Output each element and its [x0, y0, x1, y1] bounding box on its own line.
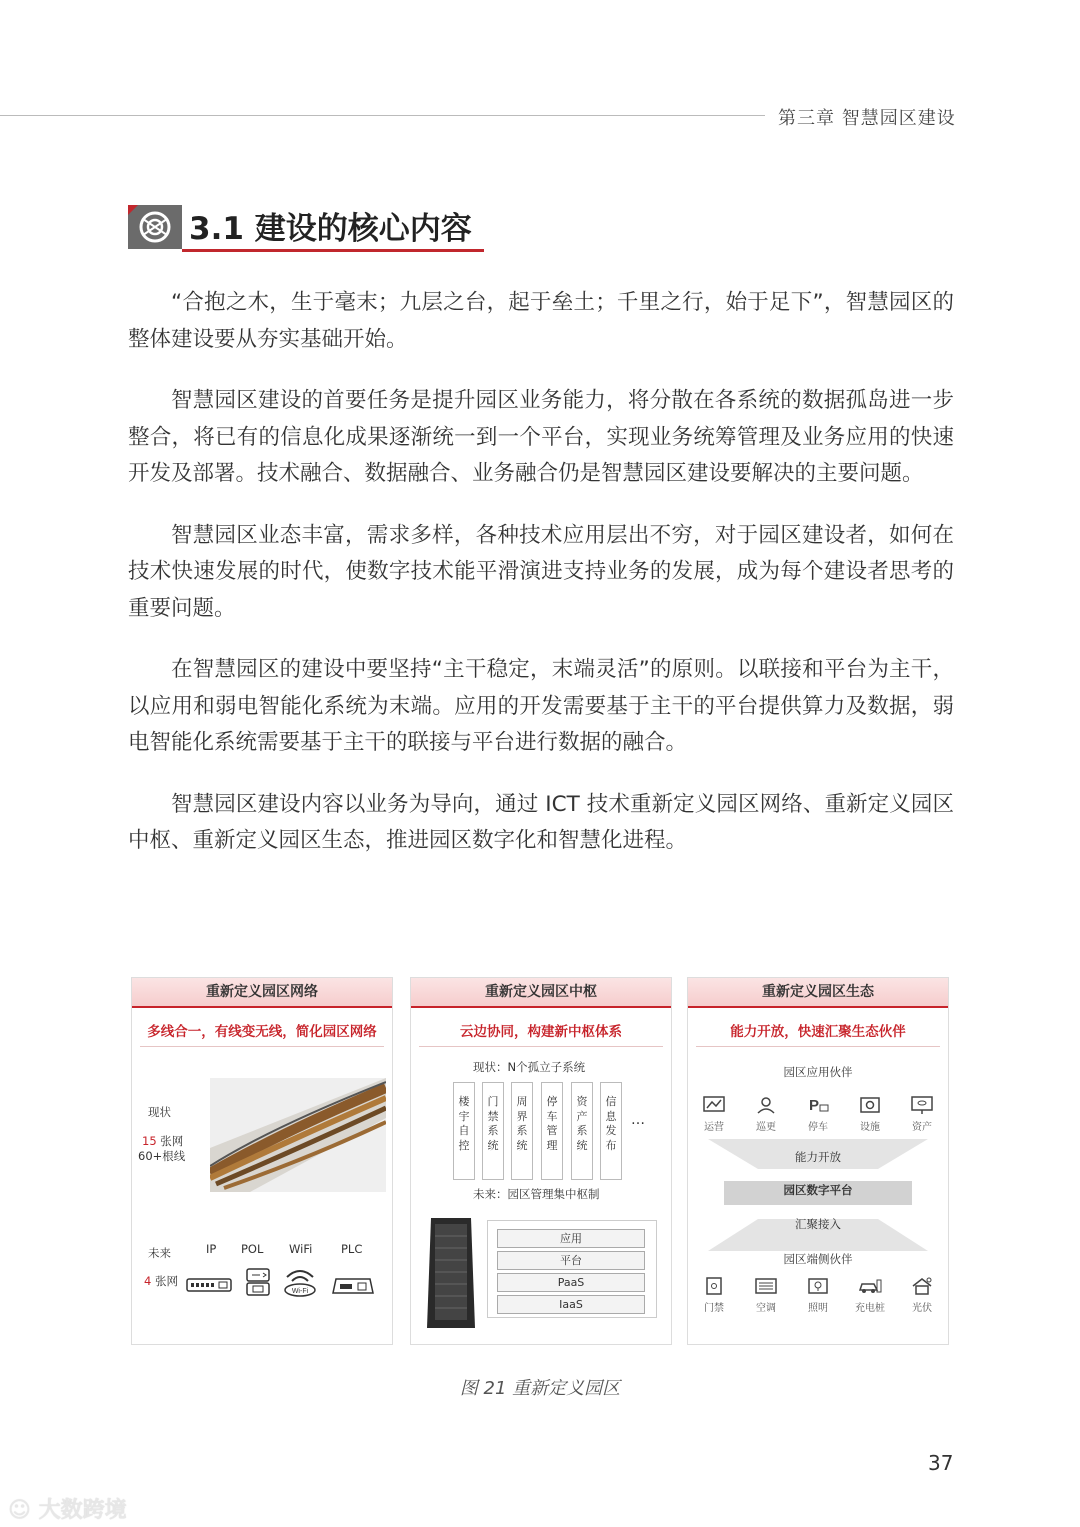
- paragraph: 智慧园区建设的首要任务是提升园区业务能力，将分散在各系统的数据孤岛进一步整合，将已有的信息化成果逐渐统一到一个平台，实现业务统筹管理及业务应用的快速开发及部署。技术融合、数据融合、业务融合仍是智慧园区建设要解决的主要问题。: [128, 388, 954, 486]
- app-icons-row: [688, 1095, 948, 1133]
- type-ip: IP: [206, 1242, 217, 1256]
- svg-text:P: P: [809, 1097, 820, 1114]
- patrol-icon: [749, 1095, 783, 1133]
- page-number: 37: [928, 1451, 954, 1475]
- icon-label: 照明: [808, 1303, 828, 1314]
- icon-label: 停车: [808, 1122, 828, 1133]
- future-count-unit: 张网: [154, 1274, 178, 1288]
- system-column: 周界系统: [511, 1082, 533, 1180]
- system-column: 停车管理: [541, 1082, 563, 1180]
- now-count-unit: 张网: [160, 1134, 184, 1148]
- lighting-icon: [801, 1276, 835, 1314]
- svg-text:Wi-Fi: Wi-Fi: [291, 1288, 309, 1295]
- paragraph: 在智慧园区的建设中要坚持“主干稳定，末端灵活”的原则。以联接和平台为主干，以应用和弱电智能化系统为末端。应用的开发需要基于主干的平台提供算力及数据，弱电智能化系统需要基于主干的联接与平台进行数据的融合。: [128, 657, 954, 755]
- layer-platform: 平台: [497, 1251, 645, 1270]
- now-label: 现状: [148, 1105, 171, 1119]
- now-count-number: 15: [142, 1134, 157, 1148]
- icon-label: 门禁: [704, 1303, 724, 1314]
- panel-subtitle: 多线合一，有线变无线，简化园区网络: [147, 1024, 377, 1040]
- panel-title: 重新定义园区生态: [688, 978, 948, 1008]
- type-plc: PLC: [341, 1242, 363, 1256]
- parking-icon: [801, 1095, 835, 1133]
- icon-label: 空调: [756, 1303, 776, 1314]
- now-lines: 60+根线: [138, 1149, 186, 1163]
- divider: [419, 1046, 663, 1047]
- capability-open: 能力开放: [795, 1150, 841, 1164]
- digital-platform: 园区数字平台: [783, 1183, 853, 1197]
- divider: [140, 1046, 384, 1047]
- section-underline: [182, 249, 484, 252]
- hub-now-text: 现状：N个孤立子系统: [473, 1060, 586, 1074]
- system-column: 门禁系统: [482, 1082, 504, 1180]
- pol-onu-icon: [244, 1267, 272, 1297]
- future-count-number: 4: [144, 1274, 152, 1288]
- panel-subtitle: 能力开放，快速汇聚生态伙伴: [730, 1024, 906, 1040]
- edge-partners-label: 园区端侧伙伴: [783, 1252, 853, 1266]
- type-pol: POL: [241, 1242, 264, 1256]
- panel-hub: [410, 977, 672, 1345]
- wifi-ap-icon: [282, 1265, 318, 1297]
- panel-title: 重新定义园区中枢: [411, 978, 671, 1008]
- panel-title: 重新定义园区网络: [132, 978, 392, 1008]
- plc-modem-icon: [332, 1273, 374, 1297]
- photovoltaic-icon: [905, 1276, 939, 1314]
- access-control-icon: [697, 1276, 731, 1314]
- section-title: 3.1 建设的核心内容: [189, 211, 472, 247]
- aggregation-access: 汇聚接入: [795, 1217, 841, 1231]
- watermark-text: 大数跨境: [38, 1498, 127, 1523]
- icon-label: 资产: [912, 1122, 932, 1133]
- icon-label: 充电桩: [855, 1303, 885, 1314]
- icon-label: 巡更: [756, 1122, 776, 1133]
- cable-tray-photo: [210, 1078, 386, 1192]
- asset-icon: [905, 1095, 939, 1133]
- divider: [696, 1046, 940, 1047]
- panel-ecosystem: [687, 977, 949, 1345]
- system-column: 楼宇自控: [453, 1082, 475, 1180]
- section-gear-icon: [128, 205, 182, 249]
- hub-future-text: 未来：园区管理集中枢制: [473, 1187, 600, 1201]
- paragraph: 智慧园区建设内容以业务为导向，通过 ICT 技术重新定义园区网络、重新定义园区中枢、重新定义园区生态，推进园区数字化和智慧化进程。: [128, 791, 954, 853]
- icon-label: 光伏: [912, 1303, 932, 1314]
- paragraph: “合抱之木，生于毫末；九层之台，起于垒土；千里之行，始于足下”，智慧园区的整体建设要从夯实基础开始。: [128, 290, 954, 352]
- panel-subtitle: 云边协同，构建新中枢体系: [460, 1024, 622, 1040]
- operation-icon: [697, 1095, 731, 1133]
- system-column: 信息发布: [600, 1082, 622, 1180]
- layer-paas: PaaS: [497, 1273, 645, 1292]
- icon-label: 运营: [704, 1122, 724, 1133]
- figure-caption: 图 21 重新定义园区: [459, 1378, 621, 1399]
- facility-icon: [853, 1095, 887, 1133]
- server-rack-icon: [425, 1214, 477, 1332]
- paragraph: 智慧园区业态丰富，需求多样，各种技术应用层出不穷，对于园区建设者，如何在技术快速发展的时代，使数字技术能平滑演进支持业务的发展，成为每个建设者思考的重要问题。: [128, 522, 954, 621]
- edge-icons-row: [688, 1276, 948, 1314]
- air-conditioner-icon: [749, 1276, 783, 1314]
- layer-app: 应用: [497, 1229, 645, 1248]
- chapter-header: 第三章 智慧园区建设: [778, 108, 956, 129]
- charging-pile-icon: [853, 1276, 887, 1314]
- icon-label: 设施: [860, 1122, 880, 1133]
- body-text: [128, 285, 954, 885]
- type-wifi: WiFi: [289, 1242, 313, 1256]
- more-ellipsis: …: [631, 1112, 645, 1128]
- future-label: 未来: [148, 1246, 171, 1260]
- system-column: 资产系统: [571, 1082, 593, 1180]
- watermark: [8, 1493, 127, 1524]
- section-heading: [128, 205, 484, 249]
- ip-switch-icon: [186, 1276, 232, 1294]
- app-partners-label: 园区应用伙伴: [783, 1065, 853, 1079]
- watermark-logo-icon: ☺: [8, 1498, 31, 1523]
- future-count: [144, 1273, 178, 1289]
- now-count: [142, 1133, 183, 1149]
- layer-iaas: IaaS: [497, 1295, 645, 1314]
- panel-network: [131, 977, 393, 1345]
- header-rule: [0, 115, 765, 116]
